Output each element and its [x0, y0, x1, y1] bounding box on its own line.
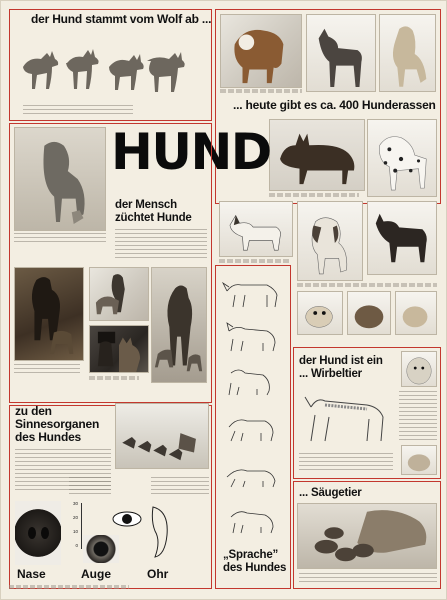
senses-headline-line3: des Hundes: [15, 430, 82, 444]
photo-eye-diagram: [109, 503, 145, 535]
photo-great-dane: [306, 14, 376, 92]
photo-small-terrier: [395, 291, 437, 335]
scale-tick-30: 30: [72, 501, 78, 506]
photo-pug: [297, 291, 343, 335]
photo-long-haired-dog: [401, 351, 437, 387]
scale-tick-0: 0: [75, 543, 78, 548]
breeding-headline-line1: der Mensch: [115, 199, 177, 211]
photo-german-shepherd: [269, 119, 365, 191]
sketch-dog-6: [221, 497, 285, 537]
photo-police-dog: [89, 325, 149, 373]
photo-fox-terrier: [219, 201, 293, 257]
st-bernard-caption: [220, 89, 302, 93]
photo-nursing-puppies: [297, 503, 437, 569]
photo-afghan-hound: [379, 14, 436, 92]
vertebrate-headline-line2: ... Wirbeltier: [299, 368, 362, 380]
skeleton-legend-text: [399, 391, 437, 441]
shepherd-caption: [269, 193, 359, 197]
photo-hunter-with-hounds: [151, 267, 207, 383]
photo-st-bernard: [220, 14, 302, 88]
scale-tick-20: 20: [72, 515, 78, 520]
photo-sled-dogs: [115, 403, 209, 469]
photo-historic-painting: [14, 267, 84, 361]
photo-hunter-dog: [89, 267, 149, 321]
police-caption: [89, 376, 139, 380]
senses-headline-line2: Sinnesorganen: [15, 417, 100, 431]
sketch-dog-5: [221, 451, 285, 491]
photo-pekingese: [347, 291, 391, 335]
wolves-photo: [15, 33, 207, 103]
page-title: HUND: [111, 123, 271, 181]
painting-caption-text: [14, 364, 80, 373]
breeds-row3-caption: [219, 259, 289, 263]
mammal-headline: ... Säugetier: [299, 487, 362, 499]
wolf-headline: der Hund stammt vom Wolf ab ...: [31, 12, 212, 26]
sketch-dog-4: [221, 405, 285, 445]
senses-headline-line1: zu den: [15, 404, 52, 418]
sketch-dog-3: [221, 359, 285, 399]
photo-dobermann: [367, 201, 437, 275]
wolfhound-caption-text: [14, 233, 106, 245]
photo-small-dog-b: [401, 445, 437, 475]
photo-wolfhound: [14, 127, 106, 231]
sketch-dog-1: [221, 271, 285, 311]
photo-dog-eye: [83, 535, 119, 563]
photo-dog-nose: [15, 501, 61, 565]
language-headline-line1: „Sprache”: [223, 549, 279, 561]
language-headline-line2: des Hundes: [223, 562, 287, 574]
breeding-body-text: [115, 229, 207, 261]
breeding-headline-line2: züchtet Hunde: [115, 212, 192, 224]
photo-dalmatians: [367, 119, 437, 197]
footer-imprint: [9, 585, 129, 589]
skeleton-diagram: [299, 387, 395, 449]
sensitivity-scale: [65, 503, 82, 549]
sketch-dog-2: [221, 315, 285, 355]
senses-body-text-2: [69, 477, 111, 497]
wolf-caption-text: [23, 105, 133, 114]
vertebrate-headline-line1: der Hund ist ein: [299, 355, 383, 367]
senses-body-text-3: [151, 477, 209, 497]
sense-label-ear: Ohr: [147, 567, 169, 581]
mammal-body-text: [299, 573, 437, 583]
sense-label-eye: Auge: [81, 567, 111, 581]
photo-cocker-spaniel: [297, 201, 363, 281]
sense-label-nose: Nase: [17, 567, 46, 581]
breeds-headline: ... heute gibt es ca. 400 Hunderassen: [233, 98, 436, 112]
photo-ear-diagram: [149, 503, 171, 559]
breeds-row3-caption-2: [297, 283, 437, 287]
scale-tick-10: 10: [72, 529, 78, 534]
vertebrate-body-text: [299, 453, 393, 473]
